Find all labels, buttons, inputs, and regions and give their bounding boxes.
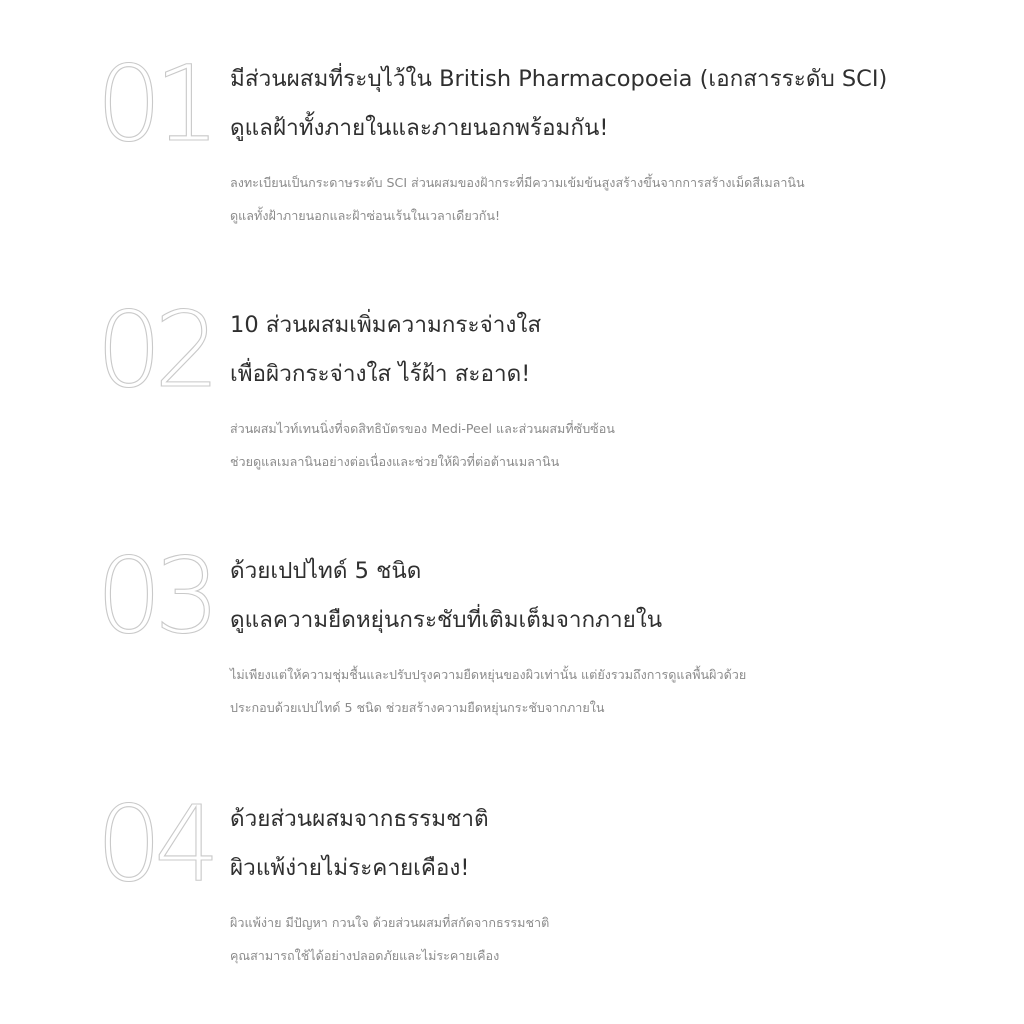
- feature-headline-line-1: มีส่วนผสมที่ระบุไว้ใน British Pharmacopoeia (เอกสารระดับ SCI): [230, 66, 888, 92]
- feature-text: [230, 55, 990, 232]
- feature-headline-line-1: ด้วยส่วนผสมจากธรรมชาติ: [230, 806, 489, 832]
- feature-description: [230, 906, 990, 972]
- feature-text: [230, 301, 990, 478]
- feature-description-line-2: คุณสามารถใช้ได้อย่างปลอดภัยและไม่ระคายเคือง: [230, 948, 500, 963]
- feature-description-line-1: ส่วนผสมไวท์เทนนิ่งที่จดสิทธิบัตรของ Medi-Peel และส่วนผสมที่ซับซ้อน: [230, 421, 615, 436]
- feature-description: [230, 658, 990, 724]
- feature-text: [230, 547, 990, 724]
- feature-text: [230, 795, 990, 972]
- feature-headline-line-2: ดูแลความยืดหยุ่นกระชับที่เติมเต็มจากภายใน: [230, 607, 663, 633]
- feature-number: 04: [96, 783, 213, 905]
- feature-description: [230, 166, 990, 232]
- feature-number: 02: [96, 289, 213, 411]
- feature-description-line-1: ลงทะเบียนเป็นกระดาษระดับ SCI ส่วนผสมของฝ้ากระที่มีความเข้มข้นสูงสร้างขึ้นจากการสร้างเม็ดสีเมลานิน: [230, 175, 805, 190]
- feature-headline-line-2: เพื่อผิวกระจ่างใส ไร้ฝ้า สะอาด!: [230, 361, 531, 387]
- feature-number: 01: [96, 43, 213, 165]
- feature-headline-line-2: ดูแลฝ้าทั้งภายในและภายนอกพร้อมกัน!: [230, 115, 609, 141]
- feature-headline-line-1: 10 ส่วนผสมเพิ่มความกระจ่างใส: [230, 312, 542, 338]
- feature-headline-line-2: ผิวแพ้ง่ายไม่ระคายเคือง!: [230, 855, 470, 881]
- feature-number: 03: [96, 535, 213, 657]
- feature-description: [230, 412, 990, 478]
- feature-description-line-2: ดูแลทั้งฝ้าภายนอกและฝ้าซ่อนเร้นในเวลาเดียวกัน!: [230, 208, 501, 223]
- feature-description-line-1: ไม่เพียงแต่ให้ความชุ่มชื้นและปรับปรุงความยืดหยุ่นของผิวเท่านั้น แต่ยังรวมถึงการดูแลพื้นผิวด้วย: [230, 667, 747, 682]
- feature-headline-line-1: ด้วยเปปไทด์ 5 ชนิด: [230, 558, 422, 584]
- feature-description-line-2: ช่วยดูแลเมลานินอย่างต่อเนื่องและช่วยให้ผิวที่ต่อต้านเมลานิน: [230, 454, 560, 469]
- feature-description-line-1: ผิวแพ้ง่าย มีปัญหา กวนใจ ด้วยส่วนผสมที่สกัดจากธรรมชาติ: [230, 915, 550, 930]
- feature-description-line-2: ประกอบด้วยเปปไทด์ 5 ชนิด ช่วยสร้างความยืดหยุ่นกระชับจากภายใน: [230, 700, 605, 715]
